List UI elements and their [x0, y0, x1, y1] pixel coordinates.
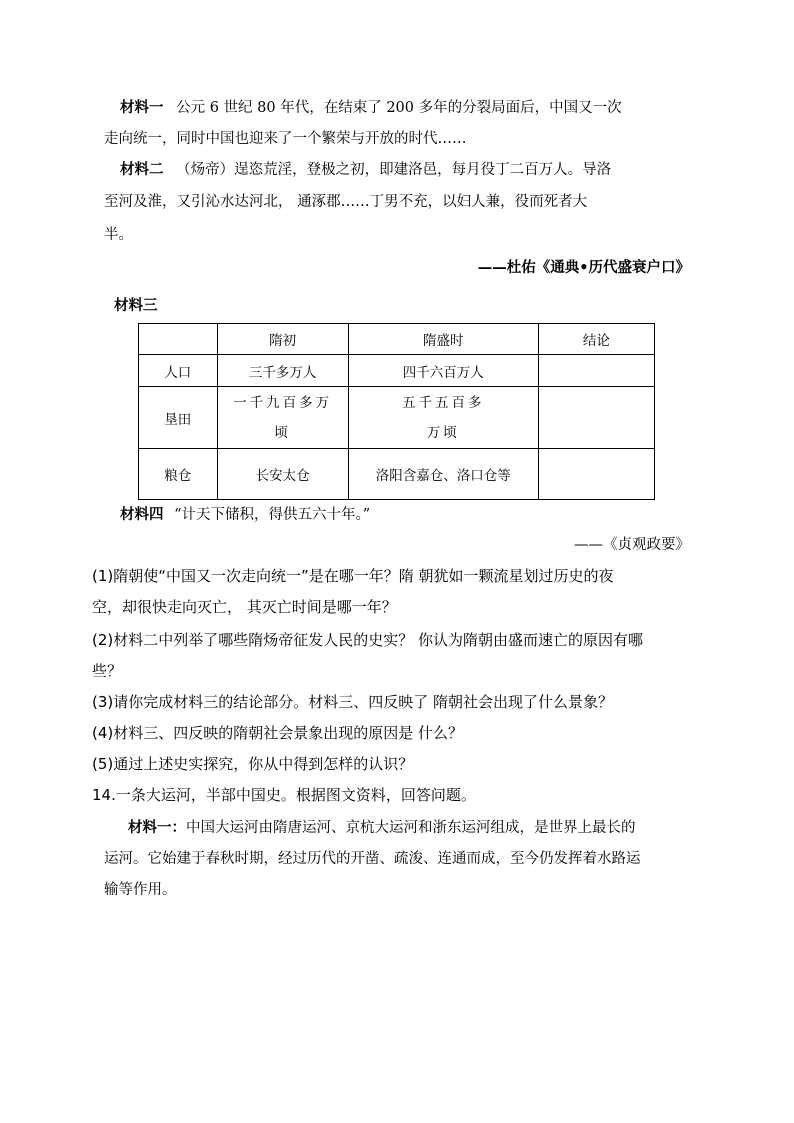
table-cell-conclusion	[538, 449, 654, 500]
table-header-cell: 隋初	[217, 324, 348, 355]
table-cell-line: 顷	[274, 424, 291, 441]
question-1-line1: (1)隋朝使“中国又一次走向统一”是在哪一年？隋 朝犹如一颗流星划过历史的夜	[92, 567, 614, 585]
table-row	[139, 387, 655, 449]
table-header-cell: 结论	[538, 324, 654, 355]
table-row-label: 垦田	[139, 387, 218, 449]
table-cell-conclusion	[538, 355, 654, 387]
material4-text: “计天下储积，得供五六十年。”	[174, 507, 371, 523]
material2-paragraph	[120, 160, 611, 180]
material2-text-line3: 半。	[104, 227, 133, 243]
table-cell: 洛阳含嘉仓、洛口仓等	[348, 449, 538, 500]
q14-material1-line2: 运河。它始建于春秋时期，经过历代的开凿、疏浚、连通而成，至今仍发挥着水路运	[104, 851, 641, 867]
table-row	[139, 355, 655, 387]
material1-label: 材料一	[120, 99, 164, 116]
question-2-line2: 些？	[92, 662, 123, 680]
table-cell-line: 一千九百多万	[233, 394, 333, 411]
table-row	[139, 449, 655, 500]
q14-material1-label: 材料一：	[128, 819, 186, 836]
table-row-label: 粮仓	[139, 449, 218, 500]
material1-paragraph	[120, 98, 622, 118]
material1-text-line2: 走向统一，同时中国也迎来了一个繁荣与开放的时代……	[104, 131, 467, 147]
table-row-label: 人口	[139, 355, 218, 387]
table-header-cell: 隋盛时	[348, 324, 538, 355]
table-cell-line: 万顷	[426, 424, 460, 441]
table-cell	[217, 387, 348, 449]
q14-material1-line1: 中国大运河由隋唐运河、京杭大运河和浙东运河组成，是世界上最长的	[186, 820, 636, 836]
material2-text-line1: （炀帝）逞恣荒淫，登极之初，即建洛邑，每月役丁二百万人。导洛	[176, 162, 612, 178]
table-cell-conclusion	[538, 387, 654, 449]
table-cell: 三千多万人	[217, 355, 348, 387]
question-3: (3)请你完成材料三的结论部分。材料三、四反映了 隋朝社会出现了什么景象？	[92, 693, 614, 711]
question-5: (5)通过上述史实探究，你从中得到怎样的认识？	[92, 755, 414, 773]
table-header-row	[139, 324, 655, 355]
material3-label: 材料三	[114, 297, 158, 314]
q14-material1-paragraph	[128, 818, 636, 838]
material4-paragraph	[120, 505, 370, 525]
table-cell-line: 五千五百多	[401, 394, 485, 411]
question-2-line1: (2)材料二中列举了哪些隋炀帝征发人民的史实？ 你认为隋朝由盛而速亡的原因有哪	[92, 631, 644, 649]
table-header-cell	[139, 324, 218, 355]
material2-label: 材料二	[120, 161, 164, 178]
question-1-line2: 空，却很快走向灭亡， 其灭亡时间是哪一年？	[92, 598, 397, 616]
material1-text-line1: 公元 6 世纪 80 年代，在结束了 200 多年的分裂局面后，中国又一次	[176, 100, 622, 116]
material4-source: ——《贞观政要》	[574, 537, 690, 553]
table-cell: 四千六百万人	[348, 355, 538, 387]
material2-text-line2: 至河及淮，又引沁水达河北， 通涿郡……丁男不充，以妇人兼，役而死者大	[104, 194, 588, 210]
material3-table	[138, 323, 655, 500]
table-cell: 长安太仓	[217, 449, 348, 500]
question-4: (4)材料三、四反映的隋朝社会景象出现的原因是 什么？	[92, 724, 464, 742]
material4-label: 材料四	[120, 506, 164, 523]
q14-material1-line3: 输等作用。	[104, 882, 177, 898]
material2-source: ——杜佑《通典•历代盛衰户口》	[477, 259, 690, 276]
question-14-title: 14.一条大运河，半部中国史。根据图文资料，回答问题。	[92, 786, 476, 804]
table-cell	[348, 387, 538, 449]
